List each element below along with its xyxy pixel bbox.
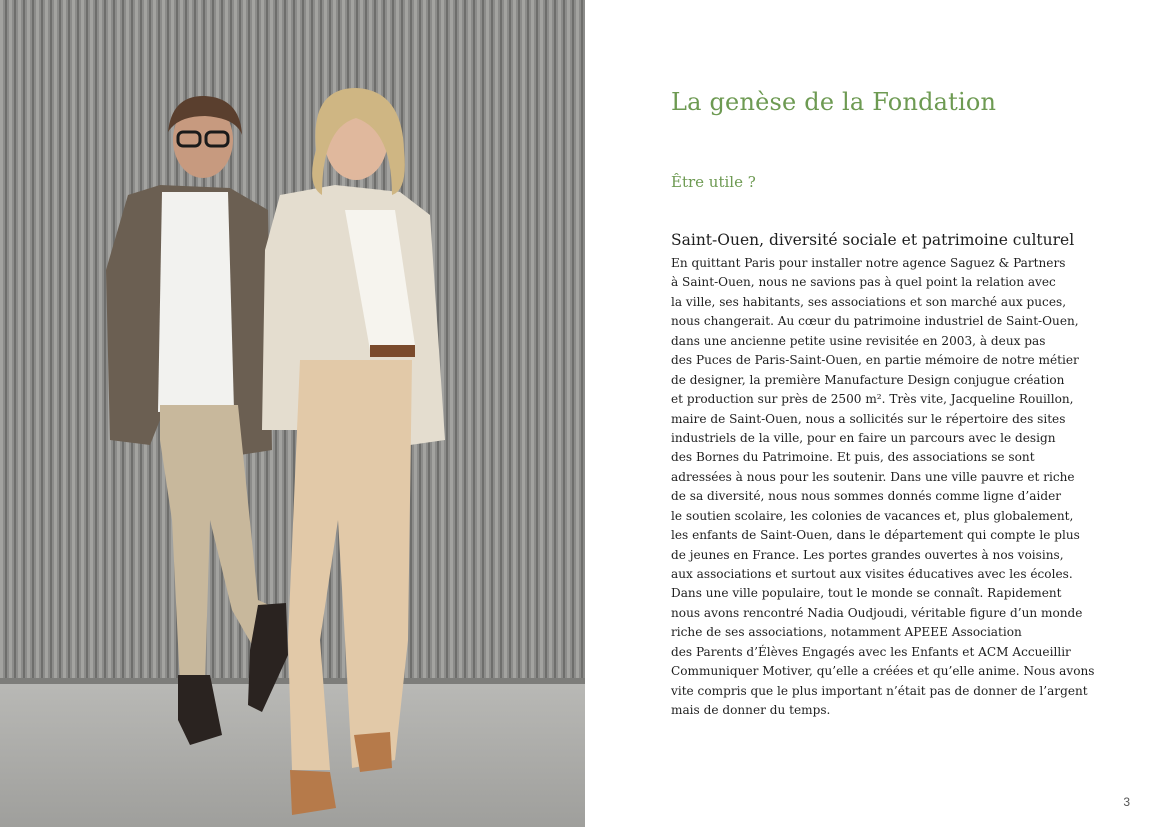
section-heading: Saint-Ouen, diversité sociale et patrimoine culturel xyxy=(671,231,1075,249)
body-line: des Parents d’Élèves Engagés avec les Enfants et ACM Accueillir xyxy=(671,644,1071,659)
body-line: des Bornes du Patrimoine. Et puis, des associations se sont xyxy=(671,450,1035,465)
body-paragraph xyxy=(671,254,1111,721)
body-line: riche de ses associations, notamment APEEE Association xyxy=(671,625,1022,640)
body-line: maire de Saint-Ouen, nous a sollicités sur le répertoire des sites xyxy=(671,411,1066,426)
body-line: Dans une ville populaire, tout le monde se connaît. Rapidement xyxy=(671,586,1062,601)
body-line: la ville, ses habitants, ses associations et son marché aux puces, xyxy=(671,294,1067,309)
body-line: vite compris que le plus important n’était pas de donner de l’argent xyxy=(671,683,1088,698)
body-line: des Puces de Paris-Saint-Ouen, en partie mémoire de notre métier xyxy=(671,353,1079,368)
body-line: le soutien scolaire, les colonies de vacances et, plus globalement, xyxy=(671,508,1074,523)
body-line: dans une ancienne petite usine revisitée en 2003, à deux pas xyxy=(671,333,1046,348)
body-line: les enfants de Saint-Ouen, dans le département qui compte le plus xyxy=(671,528,1080,543)
body-line: En quittant Paris pour installer notre agence Saguez & Partners xyxy=(671,256,1066,270)
body-line: industriels de la ville, pour en faire un parcours avec le design xyxy=(671,430,1056,445)
subtitle: Être utile ? xyxy=(671,173,756,191)
body-line: Communiquer Motiver, qu’elle a créées et qu’elle anime. Nous avons xyxy=(671,664,1095,679)
body-line: nous avons rencontré Nadia Oudjoudi, véritable figure d’un monde xyxy=(671,605,1083,620)
body-line: de sa diversité, nous nous sommes donnés comme ligne d’aider xyxy=(671,489,1062,504)
body-line: de designer, la première Manufacture Design conjugue création xyxy=(671,372,1065,387)
page-number: 3 xyxy=(1123,795,1130,809)
body-line: adressées à nous pour les soutenir. Dans une ville pauvre et riche xyxy=(671,469,1075,484)
body-line: de jeunes en France. Les portes grandes ouvertes à nos voisins, xyxy=(671,547,1064,562)
body-line: aux associations et surtout aux visites éducatives avec les écoles. xyxy=(671,567,1073,581)
body-line: mais de donner du temps. xyxy=(671,703,831,718)
body-line: à Saint-Ouen, nous ne savions pas à quel point la relation avec xyxy=(671,275,1056,290)
body-line: et production sur près de 2500 m². Très vite, Jacqueline Rouillon, xyxy=(671,392,1074,407)
body-line: nous changerait. Au cœur du patrimoine industriel de Saint-Ouen, xyxy=(671,314,1079,329)
page-title: La genèse de la Fondation xyxy=(671,88,997,116)
